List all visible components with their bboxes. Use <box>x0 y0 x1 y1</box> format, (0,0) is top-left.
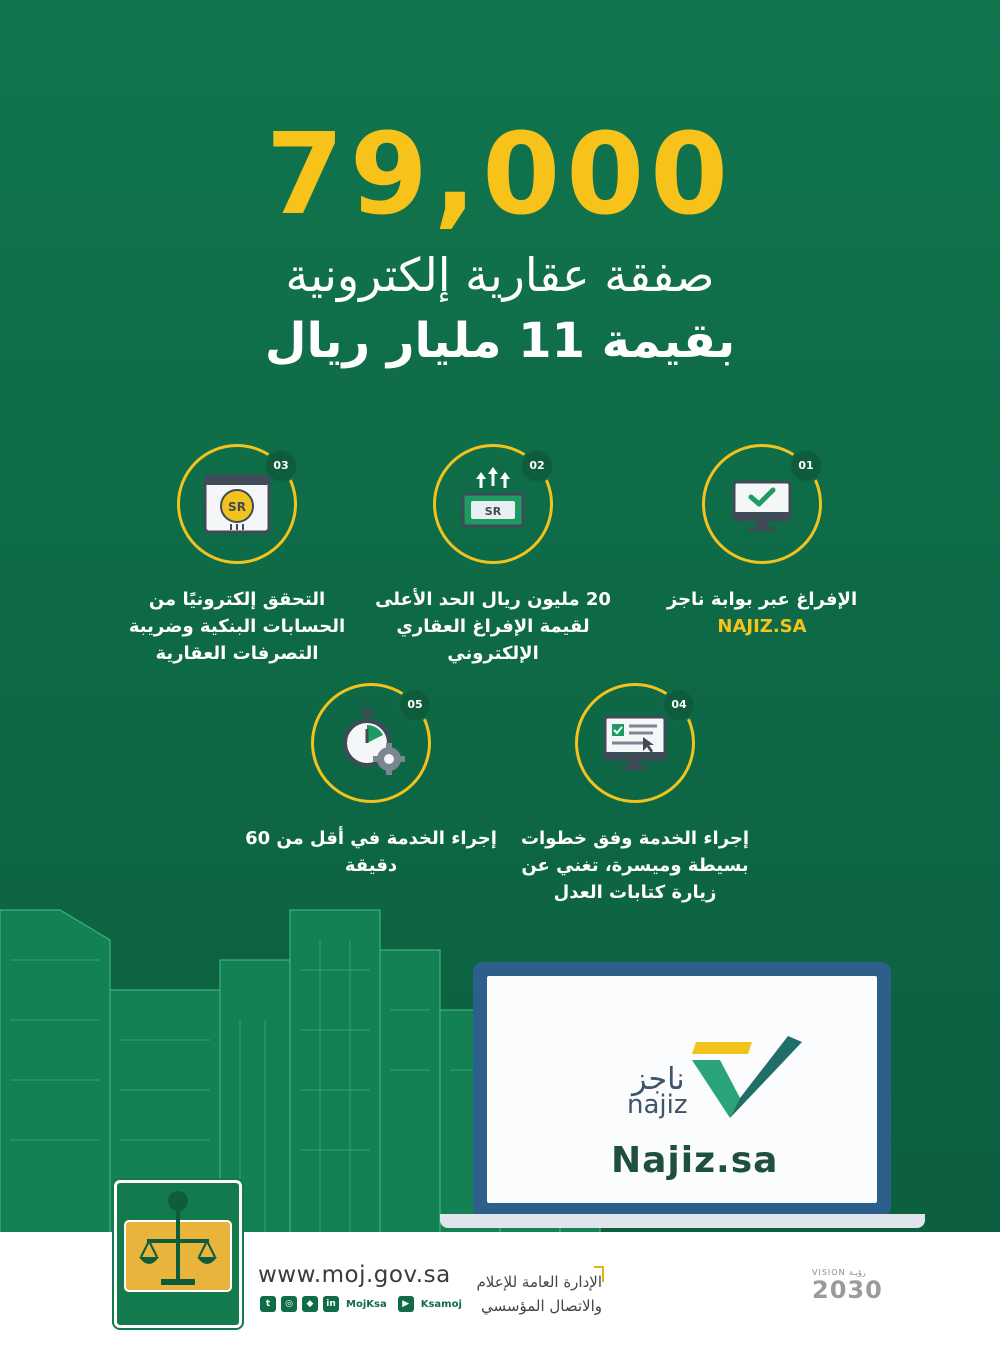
feature-03-number: 03 <box>264 449 298 483</box>
feature-01-accent: NAJIZ.SA <box>717 616 807 637</box>
headline-subtitle: صفقة عقارية إلكترونية <box>285 248 715 302</box>
stopwatch-gear-icon <box>331 703 411 783</box>
social-links <box>260 1296 468 1312</box>
feature-05-number: 05 <box>398 688 432 722</box>
youtube-icon[interactable]: ▶ <box>398 1296 414 1312</box>
feature-03 <box>107 444 367 667</box>
najiz-logo-latin: najiz <box>627 1090 688 1120</box>
feature-03-text: التحقق إلكترونيًا من الحسابات البنكية وضريبة التصرفات العقارية <box>128 589 346 664</box>
feature-02 <box>363 444 623 667</box>
svg-text:SR: SR <box>228 500 246 514</box>
najiz-checkmark-icon <box>692 1036 802 1122</box>
monitor-screen <box>487 976 877 1203</box>
vision-year: 2030 <box>812 1276 883 1304</box>
monitor-base <box>440 1214 925 1228</box>
vision-arabic-label: رؤيـة <box>849 1268 866 1277</box>
feature-04-text: إجراء الخدمة وفق خطوات بسيطة وميسرة، تغني عن زيارة كتابات العدل <box>520 828 750 903</box>
najiz-logo-arabic: ناجز <box>632 1062 685 1097</box>
feature-04 <box>505 683 765 906</box>
ministry-emblem <box>114 1180 242 1328</box>
feature-01-number: 01 <box>789 449 823 483</box>
svg-text:SR: SR <box>484 505 502 518</box>
feature-01-ring <box>702 444 822 564</box>
justice-scales-emblem-icon <box>117 1183 239 1325</box>
social-handle-ksamoj: Ksamoj <box>420 1298 462 1310</box>
footer-website[interactable]: www.moj.gov.sa <box>258 1262 451 1288</box>
headline-value: بقيمة 11 مليار ريال <box>264 313 736 369</box>
linkedin-icon[interactable]: in <box>323 1296 339 1312</box>
vision-label: VISION <box>812 1268 846 1277</box>
browser-coin-sr-icon <box>197 464 277 544</box>
media-department-label <box>462 1270 602 1318</box>
najiz-monitor <box>473 962 891 1217</box>
monitor-check-icon <box>722 464 802 544</box>
najiz-site-name: Najiz.sa <box>611 1140 779 1181</box>
feature-02-text: 20 مليون ريال الحد الأعلى لقيمة الإفراغ العقاري الإلكتروني <box>375 589 611 664</box>
headline-number: 79,000 <box>265 110 735 240</box>
feature-03-ring <box>177 444 297 564</box>
snapchat-icon[interactable]: ◆ <box>302 1296 318 1312</box>
instagram-icon[interactable]: ◎ <box>281 1296 297 1312</box>
banknote-sr-icon <box>453 464 533 544</box>
feature-04-number: 04 <box>662 688 696 722</box>
feature-04-ring <box>575 683 695 803</box>
feature-01 <box>632 444 892 640</box>
feature-02-number: 02 <box>520 449 554 483</box>
feature-02-ring <box>433 444 553 564</box>
feature-05-text: إجراء الخدمة في أقل من 60 دقيقة <box>245 828 497 876</box>
media-bracket-decoration <box>594 1266 604 1282</box>
vision-2030-logo <box>812 1268 888 1316</box>
social-handle-mojksa: MojKsa <box>346 1298 387 1310</box>
headline <box>0 110 1000 372</box>
feature-05-ring <box>311 683 431 803</box>
feature-01-label: الإفراغ عبر بوابة ناجز <box>666 589 858 610</box>
media-department-line-2: والاتصال المؤسسي <box>481 1297 602 1315</box>
monitor-form-icon <box>595 703 675 783</box>
twitter-icon[interactable]: t <box>260 1296 276 1312</box>
media-department-line-1: الإدارة العامة للإعلام <box>476 1273 602 1291</box>
feature-05 <box>241 683 501 879</box>
feature-01-text <box>632 586 892 640</box>
